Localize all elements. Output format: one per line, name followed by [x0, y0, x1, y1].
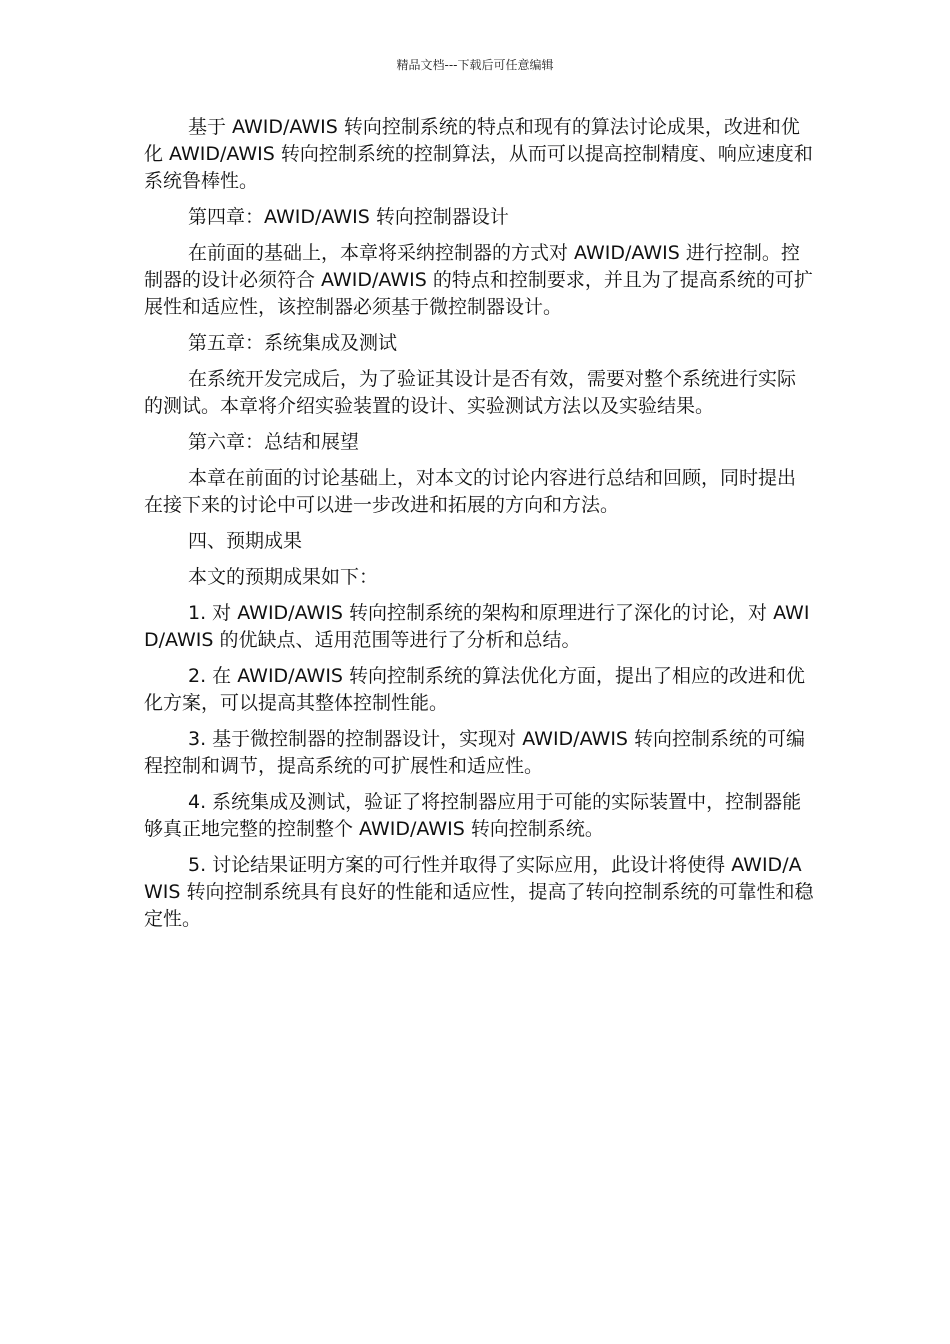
page-header: 精品文档---下载后可任意编辑 [396, 58, 554, 72]
list-item-result-4: 4. 系统集成及测试，验证了将控制器应用于可能的实际装置中，控制器能够真正地完整的控制整个 AWID/AWIS 转向控制系统。 [144, 791, 802, 840]
document-body [144, 114, 814, 942]
section-expected-results-heading: 四、预期成果 [188, 530, 303, 552]
list-item-result-3: 3. 基于微控制器的控制器设计，实现对 AWID/AWIS 转向控制系统的可编程控制和调节，提高系统的可扩展性和适应性。 [144, 728, 806, 777]
list-item-result-1: 1. 对 AWID/AWIS 转向控制系统的架构和原理进行了深化的讨论，对 AWID/AWIS 的优缺点、适用范围等进行了分析和总结。 [144, 602, 810, 651]
chapter-six-heading: 第六章：总结和展望 [188, 431, 360, 453]
paragraph-summary: 本章在前面的讨论基础上，对本文的讨论内容进行总结和回顾，同时提出在接下来的讨论中可以进一步改进和拓展的方向和方法。 [144, 467, 797, 516]
list-item-result-2: 2. 在 AWID/AWIS 转向控制系统的算法优化方面，提出了相应的改进和优化方案，可以提高其整体控制性能。 [144, 665, 806, 714]
paragraph-system-testing: 在系统开发完成后，为了验证其设计是否有效，需要对整个系统进行实际的测试。本章将介绍实验装置的设计、实验测试方法以及实验结果。 [144, 368, 797, 417]
expected-results-intro: 本文的预期成果如下： [188, 566, 379, 588]
chapter-five-heading: 第五章：系统集成及测试 [188, 332, 398, 354]
paragraph-algorithm-optimization: 基于 AWID/AWIS 转向控制系统的特点和现有的算法讨论成果，改进和优化 AWID/AWIS 转向控制系统的控制算法，从而可以提高控制精度、响应速度和系统鲁棒性。 [144, 116, 813, 192]
chapter-four-heading: 第四章：AWID/AWIS 转向控制器设计 [188, 206, 509, 228]
list-item-result-5: 5. 讨论结果证明方案的可行性并取得了实际应用，此设计将使得 AWID/AWIS 转向控制系统具有良好的性能和适应性，提高了转向控制系统的可靠性和稳定性。 [144, 854, 814, 930]
paragraph-controller-design: 在前面的基础上，本章将采纳控制器的方式对 AWID/AWIS 进行控制。控制器的设计必须符合 AWID/AWIS 的特点和控制要求，并且为了提高系统的可扩展性和适应性，该控制器必须基于微控制器设计。 [144, 242, 813, 318]
